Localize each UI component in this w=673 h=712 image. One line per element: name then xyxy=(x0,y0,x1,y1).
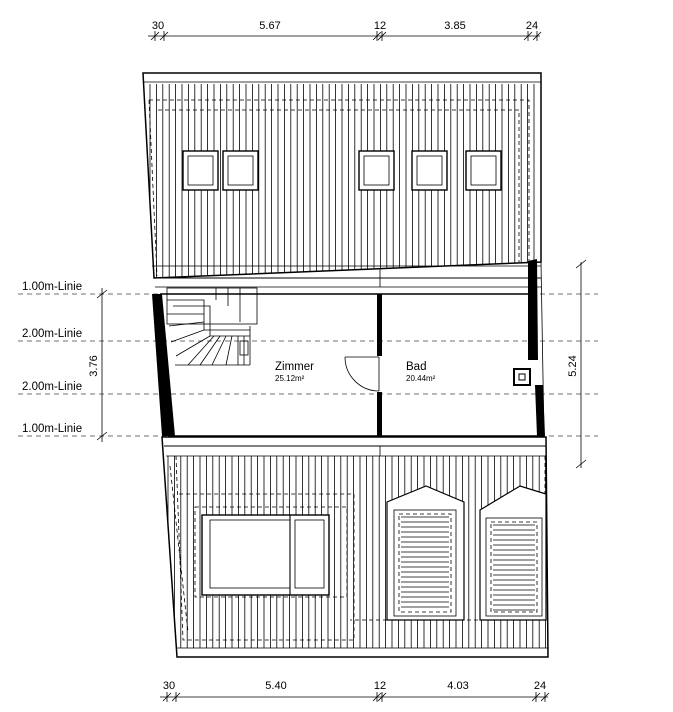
dim-top-2: 5.67 xyxy=(259,20,281,32)
dim-bottom-5: 24 xyxy=(533,680,547,692)
dim-bottom-2: 5.40 xyxy=(265,680,287,692)
right-vertical-dimension xyxy=(567,260,586,468)
door-swing xyxy=(345,357,379,391)
dim-left-vertical: 3.76 xyxy=(88,355,100,377)
left-vertical-dimension xyxy=(88,288,107,442)
dim-right-vertical: 5.24 xyxy=(567,355,579,377)
height-lines xyxy=(18,281,598,436)
dim-bottom-3: 12 xyxy=(373,680,387,692)
dim-top-1: 30 xyxy=(151,20,165,32)
room-name-zimmer: Zimmer xyxy=(275,361,314,373)
dim-top-4: 3.85 xyxy=(444,20,466,32)
height-line-label-3: 2.00m-Linie xyxy=(22,381,83,393)
bottom-dimension-line xyxy=(160,680,549,702)
lower-dormer-window xyxy=(195,507,347,597)
roof-window xyxy=(183,151,218,190)
height-line-label-2: 2.00m-Linie xyxy=(22,328,83,340)
room-name-bad: Bad xyxy=(406,361,427,373)
roof-window xyxy=(466,151,501,190)
roof-window xyxy=(359,151,394,190)
interior-floor xyxy=(152,259,545,436)
right-wall-upper xyxy=(528,259,538,360)
partition-wall xyxy=(377,294,382,356)
dim-top-3: 12 xyxy=(373,20,387,32)
roof-window xyxy=(412,151,447,190)
room-area-bad: 20.44m² xyxy=(406,374,436,383)
roof-window xyxy=(223,151,258,190)
dim-top-5: 24 xyxy=(525,20,539,32)
chimney xyxy=(514,369,530,385)
dormer-window xyxy=(480,486,546,620)
partition-wall xyxy=(377,392,382,436)
left-wall xyxy=(152,294,175,436)
dormer-window xyxy=(387,486,464,620)
dim-bottom-1: 30 xyxy=(162,680,176,692)
height-line-label-1: 1.00m-Linie xyxy=(22,281,83,293)
staircase xyxy=(167,288,257,365)
top-dimension-line xyxy=(148,20,541,41)
height-line-label-4: 1.00m-Linie xyxy=(22,423,83,435)
dim-bottom-4: 4.03 xyxy=(447,680,469,692)
room-area-zimmer: 25.12m² xyxy=(275,374,305,383)
